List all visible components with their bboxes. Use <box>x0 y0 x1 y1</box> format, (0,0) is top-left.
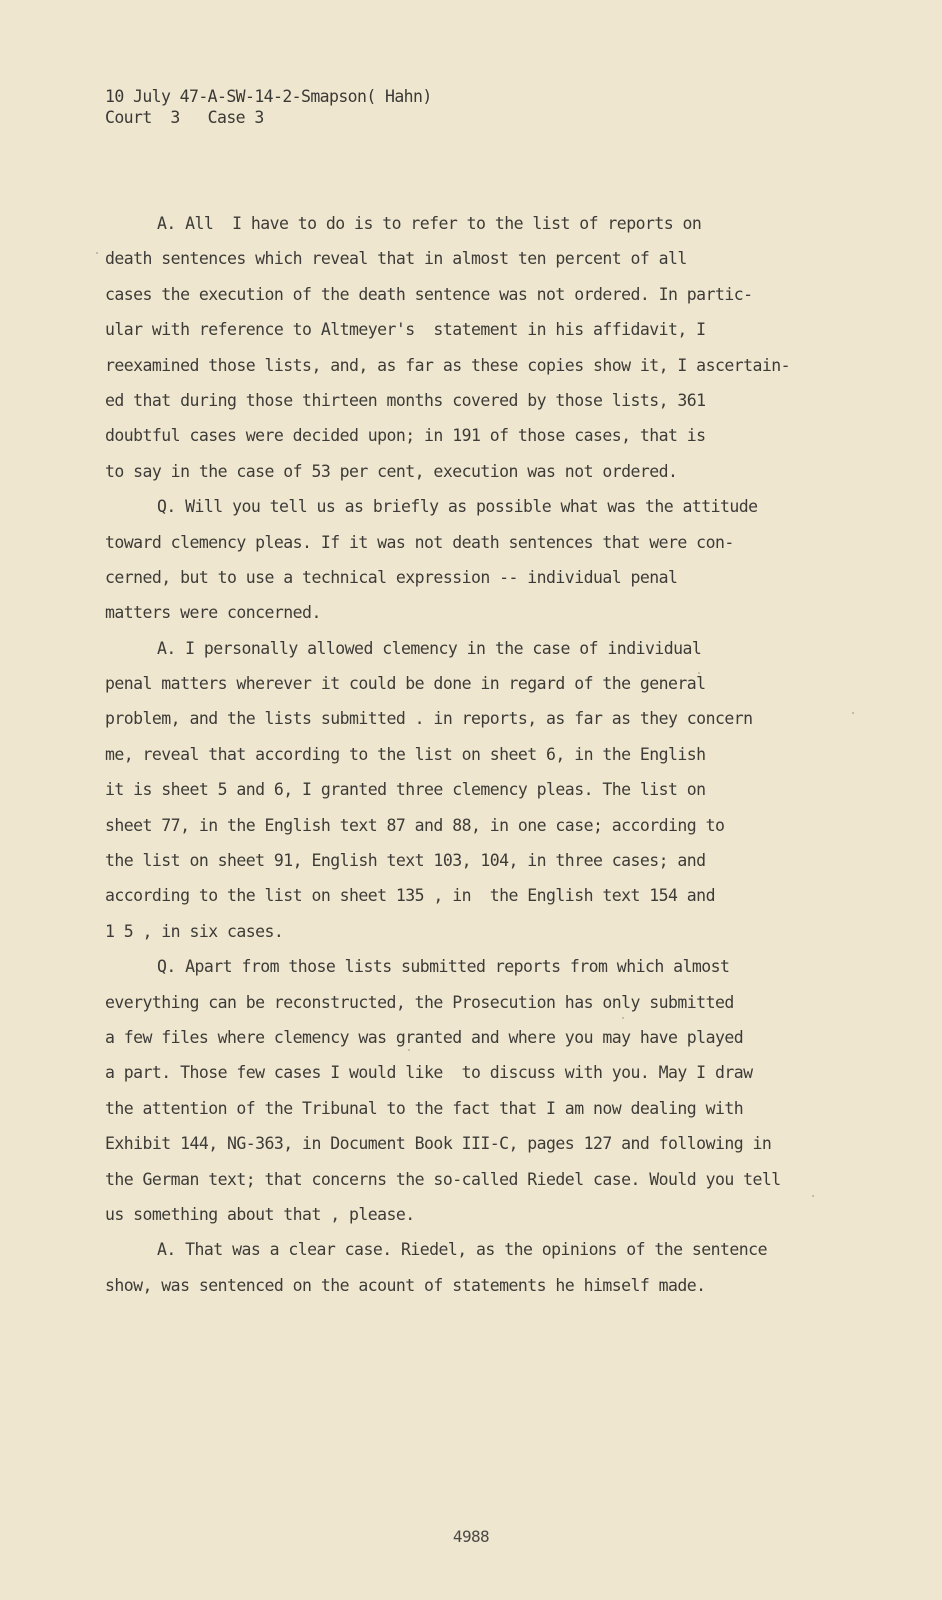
text-line: to say in the case of 53 per cent, execution was not ordered. <box>105 461 678 481</box>
text-line: the German text; that concerns the so-called Riedel case. Would you tell <box>105 1169 781 1189</box>
text-line: the attention of the Tribunal to the fact that I am now dealing with <box>105 1098 744 1118</box>
text-line: sheet 77, in the English text 87 and 88, in one case; according to <box>105 815 725 835</box>
text-line: doubtful cases were decided upon; in 191 of those cases, that is <box>105 426 706 446</box>
paper-speck <box>698 672 700 674</box>
text-line: 1 5 , in six cases. <box>105 921 284 941</box>
paper-speck <box>408 1049 410 1051</box>
text-line: cerned, but to use a technical expression -- individual penal <box>105 567 678 587</box>
text-line: A. I personally allowed clemency in the case of individual <box>157 638 702 658</box>
text-line: reexamined those lists, and, as far as these copies show it, I ascertain- <box>105 355 791 375</box>
text-line: Exhibit 144, NG-363, in Document Book III-C, pages 127 and following in <box>105 1134 772 1154</box>
text-line: A. All I have to do is to refer to the list of reports on <box>157 214 702 233</box>
text-line: ed that during those thirteen months covered by those lists, 361 <box>105 390 706 410</box>
text-line: a part. Those few cases I would like to discuss with you. May I draw <box>105 1063 753 1083</box>
text-line: matters were concerned. <box>105 603 321 623</box>
text-line: ular with reference to Altmeyer's statement in his affidavit, I <box>105 320 706 340</box>
header-court-case-line: Court 3 Case 3 <box>105 108 264 127</box>
text-line: death sentences which reveal that in almost ten percent of all <box>105 249 687 269</box>
paper-speck <box>96 252 98 254</box>
text-line: A. That was a clear case. Riedel, as the opinions of the sentence <box>157 1240 767 1260</box>
paper-speck <box>852 712 854 714</box>
text-line: show, was sentenced on the acount of statements he himself made. <box>105 1275 706 1295</box>
paper-speck <box>812 1195 814 1197</box>
text-line: toward clemency pleas. If it was not death sentences that were con- <box>105 532 734 552</box>
text-line: penal matters wherever it could be done in regard of the general <box>105 674 706 694</box>
transcript-body <box>105 206 845 1303</box>
text-line: according to the list on sheet 135 , in the English text 154 and <box>105 886 715 906</box>
text-line: me, reveal that according to the list on sheet 6, in the English <box>105 744 706 764</box>
text-line: Q. Apart from those lists submitted reports from which almost <box>157 957 730 977</box>
text-line: it is sheet 5 and 6, I granted three clemency pleas. The list on <box>105 780 706 800</box>
header-reference-line: 10 July 47-A-SW-14-2-Smapson( Hahn) <box>105 87 432 106</box>
text-line: cases the execution of the death sentence was not ordered. In partic- <box>105 284 753 304</box>
paper-speck <box>622 1017 624 1019</box>
text-line: the list on sheet 91, English text 103, 104, in three cases; and <box>105 851 706 871</box>
page-number: 4988 <box>452 1527 490 1546</box>
text-line: Q. Will you tell us as briefly as possible what was the attitude <box>157 497 758 517</box>
document-header <box>105 86 432 128</box>
text-line: everything can be reconstructed, the Prosecution has only submitted <box>105 992 734 1012</box>
text-line: a few files where clemency was granted and where you may have played <box>105 1027 744 1047</box>
text-line: problem, and the lists submitted . in reports, as far as they concern <box>105 709 753 729</box>
text-line: us something about that , please. <box>105 1204 415 1224</box>
